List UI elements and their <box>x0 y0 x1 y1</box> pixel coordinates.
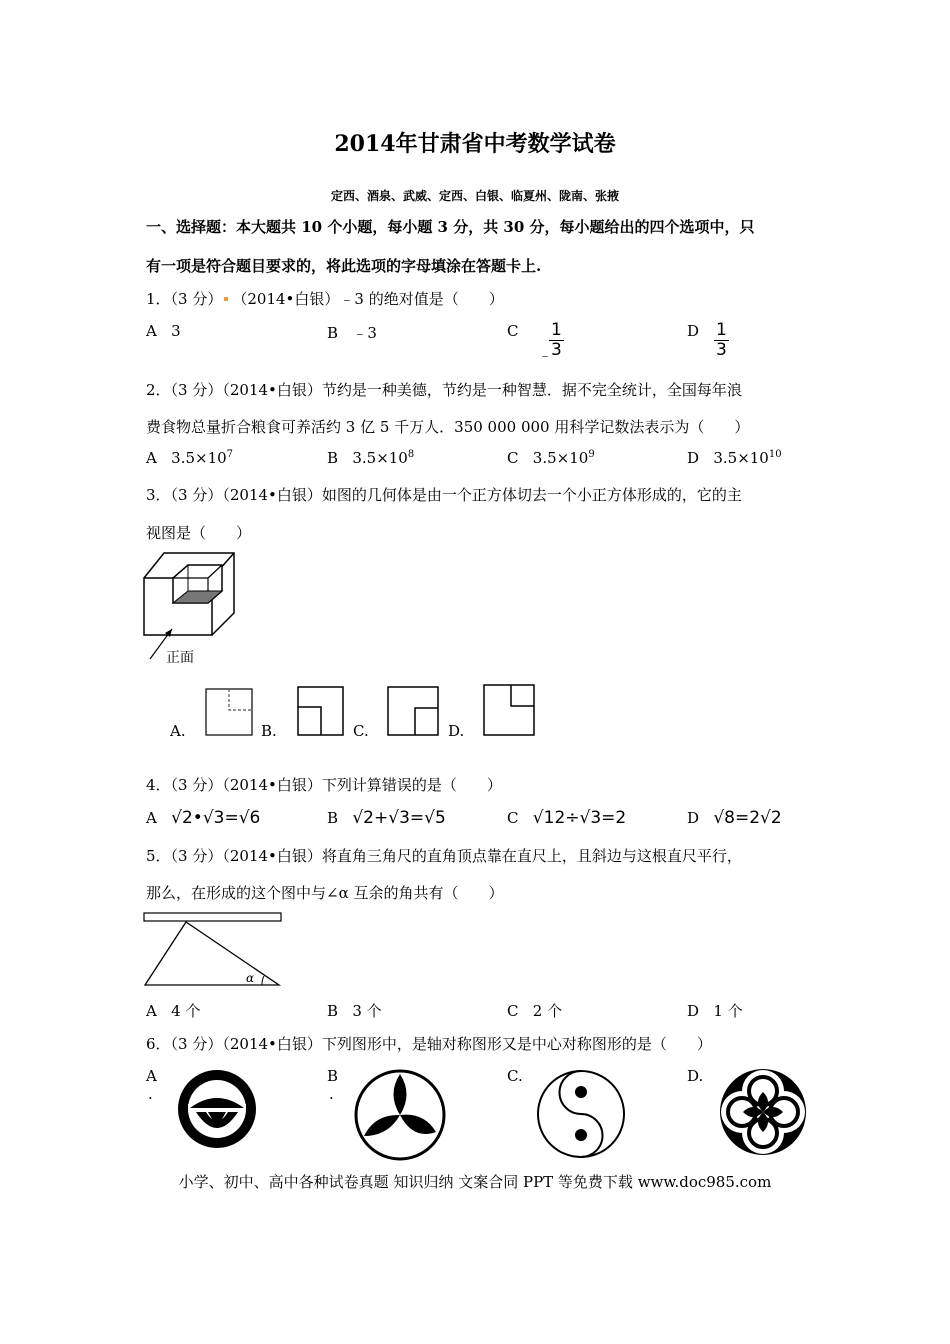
q3-option-c-figure[interactable] <box>387 686 439 736</box>
q4-option-a[interactable] <box>146 808 260 828</box>
option-letter: A <box>146 1002 157 1020</box>
q3-option-a-label[interactable]: A. <box>170 722 186 740</box>
q2-option-a[interactable] <box>146 449 233 467</box>
q6-option-c-yinyang[interactable] <box>535 1068 627 1160</box>
q2-option-b[interactable] <box>327 449 414 467</box>
option-expression: √12÷√3=2 <box>532 808 627 828</box>
option-letter: D <box>687 449 700 467</box>
q6-option-b-emblem[interactable] <box>353 1068 447 1162</box>
q6-option-d-emblem[interactable] <box>717 1066 809 1158</box>
option-text: 2 个 <box>532 1002 563 1020</box>
q4-option-b[interactable] <box>327 808 446 828</box>
page-title: 2014年甘肃省中考数学试卷 <box>334 131 616 157</box>
option-expression: √2•√3=√6 <box>171 808 261 828</box>
q6-option-d-label[interactable]: D. <box>687 1067 704 1085</box>
option-letter: A <box>146 809 157 827</box>
option-expression: √8=2√2 <box>713 808 782 828</box>
option-base: 3.5×10 <box>713 449 769 467</box>
option-exponent: 8 <box>407 449 415 460</box>
q1-option-a[interactable] <box>146 322 181 340</box>
option-text: 1 个 <box>713 1002 743 1020</box>
option-letter: D <box>687 322 700 340</box>
option-base: 3.5×10 <box>532 449 589 467</box>
option-letter: C <box>507 322 519 340</box>
option-exponent: 9 <box>588 449 595 460</box>
q3-option-b-figure[interactable] <box>297 686 345 736</box>
q6-option-b-label[interactable]: B <box>327 1067 339 1085</box>
option-text: 3 个 <box>352 1002 382 1020</box>
option-letter: A <box>146 322 157 340</box>
question-5-line1: 5．（3 分）（2014•白银）将直角三角尺的直角顶点靠在直尺上，且斜边与这根直尺平行， <box>146 847 742 865</box>
question-1-body: （2014•白银）﹣3 的绝对值是（ ） <box>232 290 504 308</box>
question-6: 6．（3 分）（2014•白银）下列图形中，是轴对称图形又是中心对称图形的是（ ） <box>146 1035 712 1053</box>
q6-option-a-label[interactable]: A <box>146 1067 157 1085</box>
q1-option-b[interactable] <box>327 322 377 343</box>
question-3-line1: 3．（3 分）（2014•白银）如图的几何体是由一个正方体切去一个小正方体形成的，它的主 <box>146 486 742 504</box>
alpha-label: α <box>246 971 255 985</box>
q5-option-b[interactable] <box>327 1000 382 1021</box>
front-label: 正面 <box>166 650 194 666</box>
option-letter: D <box>687 809 700 827</box>
option-text: 4 个 <box>171 1002 201 1020</box>
marker-dot <box>224 297 228 301</box>
q6-option-a-dot: . <box>148 1085 153 1103</box>
question-2-line1: 2．（3 分）（2014•白银）节约是一种美德，节约是一种智慧．据不完全统计，全国每年浪 <box>146 381 742 399</box>
q4-option-d[interactable] <box>687 808 782 828</box>
q3-option-d-label[interactable]: D. <box>448 722 465 740</box>
q5-option-d[interactable] <box>687 1000 743 1021</box>
q6-option-c-label[interactable]: C. <box>507 1067 523 1085</box>
question-4: 4．（3 分）（2014•白银）下列计算错误的是（ ） <box>146 776 502 794</box>
option-exponent: 10 <box>768 449 782 460</box>
question-5-line2: 那么，在形成的这个图中与∠α 互余的角共有（ ） <box>146 884 504 902</box>
page-subtitle: 定西、酒泉、武威、定西、白银、临夏州、陇南、张掖 <box>330 189 619 203</box>
q3-option-a-figure[interactable] <box>205 688 253 736</box>
option-exponent: 7 <box>226 449 234 460</box>
question-1-head: 1．（3 分） <box>146 290 223 308</box>
option-letter: B <box>327 449 339 467</box>
option-base: 3.5×10 <box>352 449 408 467</box>
option-letter: B <box>327 809 339 827</box>
option-expression: √2+√3=√5 <box>352 808 446 828</box>
option-letter: C <box>507 809 519 827</box>
section-instruction-line2: 有一项是符合题目要求的，将此选项的字母填涂在答题卡上. <box>146 257 542 275</box>
option-text: ﹣3 <box>352 324 377 342</box>
option-letter: B <box>327 324 339 342</box>
page-footer: 小学、初中、高中各种试卷真题 知识归纳 文案合同 PPT 等免费下载 www.doc985.com <box>178 1173 772 1191</box>
q2-option-c[interactable] <box>507 449 595 467</box>
option-letter: D <box>687 1002 700 1020</box>
q3-option-c-label[interactable]: C. <box>353 722 369 740</box>
option-letter: C <box>507 449 519 467</box>
q1-c-fraction <box>549 321 564 360</box>
q3-option-b-label[interactable]: B. <box>261 722 277 740</box>
option-letter: C <box>507 1002 519 1020</box>
fraction-numerator: 1 <box>551 320 562 340</box>
q1-option-c[interactable] <box>507 322 518 340</box>
question-3-line2: 视图是（ ） <box>146 524 252 542</box>
option-letter: A <box>146 449 157 467</box>
q6-option-a-emblem[interactable] <box>176 1068 258 1150</box>
q2-option-d[interactable] <box>687 449 782 467</box>
fraction-denominator: 3 <box>551 340 562 360</box>
q1-option-d[interactable] <box>687 322 699 340</box>
ruler-triangle-figure <box>142 910 284 990</box>
question-1 <box>146 288 504 309</box>
question-2-line2: 费食物总量折合粮食可养活约 3 亿 5 千万人．350 000 000 用科学记数法表示为（ ） <box>146 418 750 436</box>
q5-option-c[interactable] <box>507 1000 562 1021</box>
q3-option-d-figure[interactable] <box>483 684 535 736</box>
q5-option-a[interactable] <box>146 1000 200 1021</box>
option-letter: B <box>327 1002 339 1020</box>
section-instruction-line1: 一、选择题：本大题共 10 个小题，每小题 3 分，共 30 分，每小题给出的四个选项中，只 <box>146 218 755 236</box>
option-base: 3.5×10 <box>171 449 227 467</box>
cube-solid-figure <box>140 545 250 670</box>
q6-option-b-dot: . <box>329 1085 334 1103</box>
q1-d-fraction <box>714 321 729 360</box>
q4-option-c[interactable] <box>507 808 626 828</box>
fraction-denominator: 3 <box>716 340 727 360</box>
fraction-numerator: 1 <box>716 320 727 340</box>
option-text: 3 <box>171 322 181 340</box>
q1-c-sign: ﹣ <box>538 348 552 364</box>
